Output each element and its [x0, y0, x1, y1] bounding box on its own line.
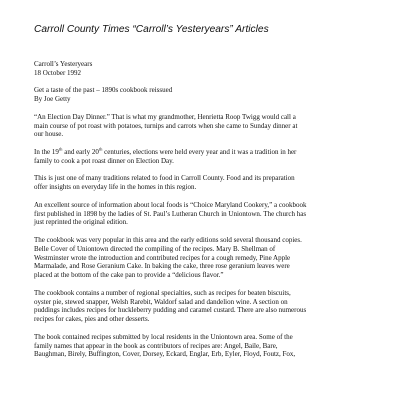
paragraph-line: offer insights on everyday life in the homes in this region. [34, 183, 197, 192]
paragraph-line: just reprinted the original edition. [34, 218, 128, 227]
paragraph-line: The cookbook was very popular in this area and the early editions sold several thousand copies. [34, 235, 302, 244]
superscript: th [58, 146, 63, 152]
page-header-title: Carroll County Times “Carroll’s Yesteryears” Articles [34, 24, 269, 35]
paragraph-7 [34, 333, 370, 359]
article-body [34, 60, 370, 359]
paragraph-line: The cookbook contains a number of regional specialties, such as recipes for beaten biscuits, [34, 288, 291, 297]
paragraph-line: Westminster wrote the introduction and contributed recipes for a cough remedy, Pine Apple [34, 253, 291, 262]
paragraph-5 [34, 236, 370, 280]
paragraph-4 [34, 201, 370, 227]
paragraph-line: main course of pot roast with potatoes, turnips and carrots when she came to Sunday dinner at [34, 121, 298, 130]
paragraph-line: This is just one of many traditions related to food in Carroll County. Food and its preparation [34, 174, 295, 183]
paragraph-1 [34, 113, 370, 139]
paragraph-3 [34, 174, 370, 192]
paragraph-line: The book contained recipes submitted by local residents in the Uniontown area. Some of the [34, 332, 293, 341]
paragraph-line: family names that appear in the book as contributors of recipes are: Angel, Baile, Bare, [34, 341, 278, 350]
paragraph-line: placed at the bottom of the cake pan to provide a “delicious flavor.” [34, 271, 224, 280]
paragraph-line: An excellent source of information about local foods is “Choice Maryland Cookery,” a cookbook [34, 200, 307, 209]
paragraph-2 [34, 148, 370, 166]
article-headline: Get a taste of the past – 1890s cookbook reissued [34, 86, 173, 95]
paragraph-line [34, 148, 370, 157]
text-fragment: and early 20 [62, 147, 99, 156]
paragraph-line: Marmalade, and Rose Geranium Cake. In baking the cake, three rose geranium leaves were [34, 262, 290, 271]
paragraph-line: “An Election Day Dinner.” That is what my grandmother, Henrietta Roop Twigg would call a [34, 112, 296, 121]
paragraph-line: family to cook a pot roast dinner on Election Day. [34, 156, 174, 165]
superscript: th [98, 146, 103, 152]
paragraph-line: our house. [34, 130, 64, 139]
article-date: 18 October 1992 [34, 68, 82, 77]
paragraph-6 [34, 289, 370, 324]
paragraph-line: recipes for cakes, pies and other desserts. [34, 315, 150, 324]
text-fragment: In the 19 [34, 147, 59, 156]
text-fragment: centuries, elections were held every year and it was a tradition in her [102, 147, 297, 156]
column-name: Carroll’s Yesteryears [34, 60, 93, 68]
paragraph-line: first published in 1898 by the ladies of St. Paul’s Lutheran Church in Uniontown. The church has [34, 209, 307, 218]
paragraph-line: puddings includes recipes for huckleberry pudding and caramel custard. There are also numerous [34, 306, 307, 315]
paragraph-line: Baughman, Birely, Buffington, Cover, Dorsey, Eckard, Englar, Erb, Eyler, Floyd, Foutz, Fox, [34, 350, 296, 359]
paragraph-line: oyster pie, stewed snapper, Welsh Rarebit, Waldorf salad and dandelion wine. A section on [34, 297, 288, 306]
paragraph-line: Belle Cover of Uniontown directed the compiling of the recipes. Mary B. Shellman of [34, 244, 276, 253]
article-byline: By Joe Getty [34, 95, 71, 104]
